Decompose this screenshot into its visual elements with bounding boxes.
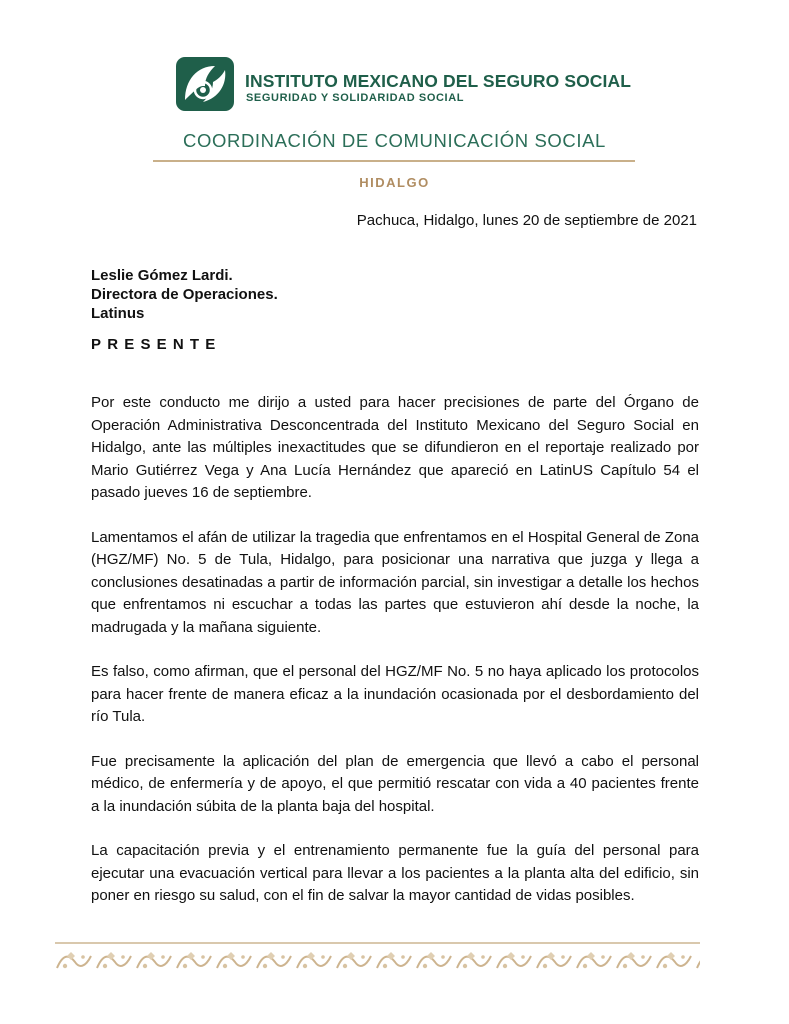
paragraph: Es falso, como afirman, que el personal del HGZ/MF No. 5 no haya aplicado los protocolos para hacer frente de manera eficaz a la inundación ocasionada por el desbordamiento del río Tula. (91, 663, 699, 725)
footer-ornament-icon (55, 948, 700, 974)
paragraph: Fue precisamente la aplicación del plan de emergencia que llevó a cabo el personal médico, de enfermería y de apoyo, el que permitió rescatar con vida a 40 pacientes frente a la inundación súbita de la planta baja del hospital. (91, 752, 699, 815)
institution-tagline: SEGURIDAD Y SOLIDARIDAD SOCIAL (246, 92, 465, 104)
recipient-block (91, 266, 278, 323)
header-divider (153, 160, 635, 162)
paragraph: Por este conducto me dirijo a usted para hacer precisiones de parte del Órgano de Operación Administrativa Desconcentrada del Instituto Mexicano del Seguro Social en Hidalgo, ante las múltiples inexactitudes que se difundieron en el reportaje realizado por Mario Gutiérrez Vega y Ana Lucía Hernández que apareció en LatinUS Capítulo 54 el pasado jueves 16 de septiembre. (91, 394, 699, 501)
salutation: PRESENTE (91, 336, 222, 353)
institution-name: INSTITUTO MEXICANO DEL SEGURO SOCIAL (245, 71, 632, 91)
department-title: COORDINACIÓN DE COMUNICACIÓN SOCIAL (183, 130, 606, 151)
imss-emblem-icon (175, 56, 235, 112)
recipient-name: Leslie Gómez Lardi. (91, 267, 233, 284)
imss-logo (175, 56, 635, 114)
letter-body (91, 392, 699, 930)
footer-divider (55, 942, 700, 944)
region-label: HIDALGO (359, 175, 430, 190)
recipient-organization: Latinus (91, 305, 145, 322)
paragraph: La capacitación previa y el entrenamiento permanente fue la guía del personal para ejecutar una evacuación vertical para llevar a los pacientes a la planta alta del edificio, sin poner en riesgo su salud, con el fin de salvar la mayor cantidad de vidas posibles. (91, 842, 699, 904)
paragraph: Lamentamos el afán de utilizar la tragedia que enfrentamos en el Hospital General de Zona (HGZ/MF) No. 5 de Tula, Hidalgo, para posicionar una narrativa que juzga y llega a conclusiones desatinadas a partir de información parcial, sin investigar a detalle los hechos que enfrentamos ni escuchar a todas las partes que estuvieron ahí desde la noche, la madrugada y la mañana siguiente. (91, 528, 699, 636)
recipient-title: Directora de Operaciones. (91, 286, 278, 303)
letter-date: Pachuca, Hidalgo, lunes 20 de septiembre de 2021 (356, 212, 697, 229)
